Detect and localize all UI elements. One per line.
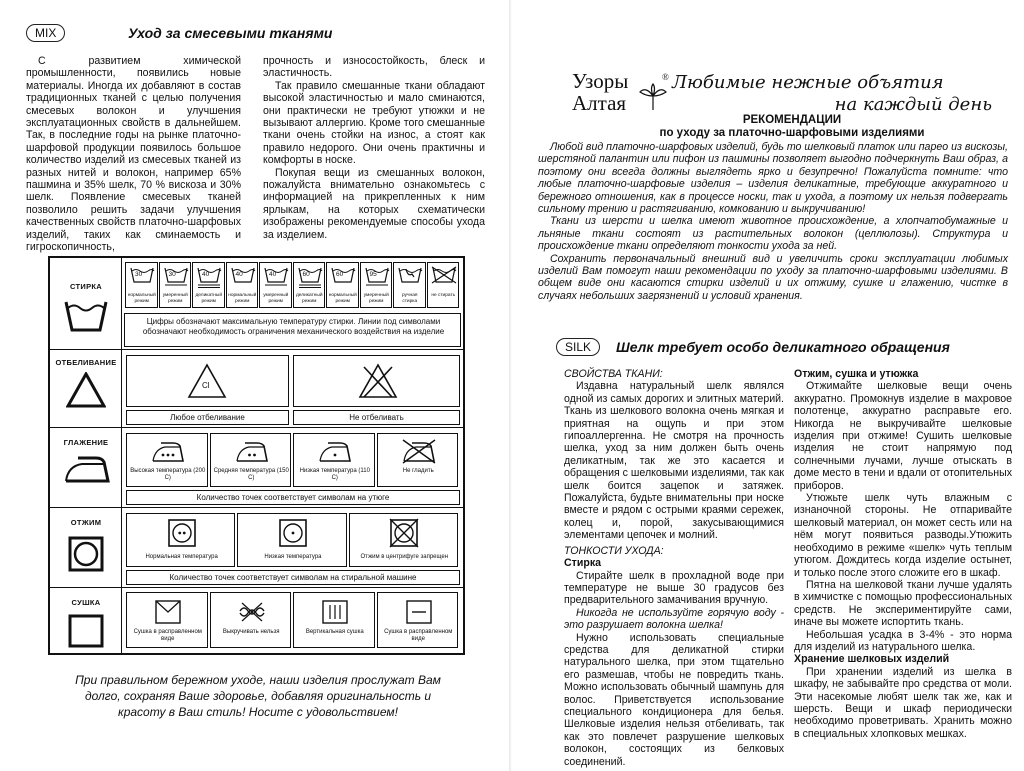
care-symbols-table xyxy=(48,256,465,655)
dry-label: СУШКА xyxy=(71,598,101,607)
iron-symbol-caption: Не гладить xyxy=(402,468,434,474)
silk-column-1 xyxy=(564,368,784,768)
wash-symbol-cell xyxy=(159,262,192,308)
dry-symbol-cell xyxy=(293,592,375,648)
silk-section-title: Шелк требует особо деликатного обращения xyxy=(616,339,950,355)
flat-dry-icon xyxy=(154,599,182,625)
wash-symbol-caption: ручная стирка xyxy=(402,293,418,304)
drip-dry-icon xyxy=(321,599,349,625)
right-page xyxy=(512,0,1024,771)
wash-label-cell xyxy=(50,258,122,349)
no-bleach-icon xyxy=(358,363,398,399)
no-iron-icon xyxy=(402,439,436,465)
slogan-line-1: Любимые нежные объятия xyxy=(672,72,944,93)
wash-temp-icon xyxy=(195,265,223,291)
floral-ornament-icon xyxy=(636,82,670,112)
no-wring-icon xyxy=(238,599,266,625)
spin-symbol-cell xyxy=(126,513,235,567)
iron-label: ГЛАЖЕНИЕ xyxy=(63,438,109,447)
mix-section-title: Уход за смесевыми тканями xyxy=(128,25,333,41)
wash-temp-icon xyxy=(262,265,290,291)
wash-temp-icon xyxy=(162,265,190,291)
no-wash-icon xyxy=(430,265,458,291)
mix-paragraph: прочность и износостойкость, блеск и эластичность. xyxy=(263,55,485,80)
spin-row xyxy=(50,508,463,588)
recommendations-heading: РЕКОМЕНДАЦИИ xyxy=(742,114,842,126)
dry-square-icon xyxy=(68,614,104,648)
mix-paragraph: Покупая вещи из смешанных волокон, пожалуйста внимательно ознакомьтесь с информацией на прикрепленных к ним ярлыкам, на которых схематически изображены рекомендуемые способы ухода за изделием. xyxy=(263,166,485,241)
iron-symbol-cell xyxy=(126,433,208,487)
bleach-row xyxy=(50,350,463,428)
wash-symbol-caption: деликатный режим xyxy=(295,293,323,304)
iron-dots-icon xyxy=(318,439,352,465)
bleach-no-caption-box xyxy=(293,410,460,425)
iron-symbol-caption: Средняя температура (150 С) xyxy=(213,468,289,481)
silk-paragraph: Стирайте шелк в прохладной воде при температуре не выше 30 градусов без предварительного замачивания вручную. xyxy=(564,569,784,607)
wash-symbol-cell xyxy=(226,262,259,308)
wash-label: СТИРКА xyxy=(70,282,102,291)
silk-paragraph: Отжимайте шелковые вещи очень аккуратно. Промокнув изделие в махровое полотенце, аккуратно расправьте его. Никогда не выкручивайте шелковые изделия при отжиме! Сушить шелковые изделия не стоит напрямую под солнечными лучами, лучше отыскать в доме место в тени и вдали от отопительных приборов. xyxy=(794,380,1012,492)
dry-symbol-cell xyxy=(377,592,459,648)
spin-dots-icon xyxy=(278,518,308,548)
silk-care-heading: ТОНКОСТИ УХОДА: xyxy=(564,544,664,557)
wash-temp-value: 30 xyxy=(135,271,143,278)
wash-symbol-cell xyxy=(326,262,359,308)
logo-line-2: Алтая xyxy=(572,91,627,115)
bleach-triangle-icon xyxy=(66,372,106,408)
silk-storage-heading: Хранение шелковых изделий xyxy=(794,653,950,666)
intro-paragraph: Любой вид платочно-шарфовых изделий, будь то шелковый платок или парео из вискозы, шерстяной палантин или пифон из пашмины позволяет выгодно подчеркнуть Ваш образ, а поэтому они всегда должны выглядеть ярко и безупречно! Пожалуйста помните: что любые платочно-шарфовые изделия – изделия деликатные, требующие аккуратного и бережного отношения, как в процессе носки, так и ухода, а поэтому их нельзя подвергать сильному трению и растягиванию, комкованию и выкручиванию! xyxy=(538,141,1008,216)
brand-logo xyxy=(572,69,669,115)
silk-paragraph: При хранении изделий из шелка в шкафу, не забывайте про средства от моли. Эти насекомые любят шелк так же, как и шерсть. Вещи и шкаф периодически необходимо проветривать. Хранить можно в специальных хлопковых мешках. xyxy=(794,665,1012,740)
dry-symbol-cell xyxy=(126,592,208,648)
hand-wash-icon xyxy=(396,265,424,291)
silk-paragraph: Нужно использовать специальные средства для деликатной стирки натурального шелка, при этом тщательно его размешав, чтобы не повредить ткань. Можно использовать обычный шампунь для волос. Приветствуется использование специального кондиционера для белья. Шелковые изделия нельзя отбеливать, так как это повлечет разрушение шелковых волокон, состоящих из белковых соединений. xyxy=(564,631,784,768)
wash-symbol-caption: нормальный режим xyxy=(228,293,257,304)
no-tumble-icon xyxy=(389,518,419,548)
wash-symbol-cell xyxy=(293,262,326,308)
wash-temp-icon xyxy=(229,265,257,291)
spin-dots-icon xyxy=(167,518,197,548)
dry-symbol-caption: Выкручивать нельзя xyxy=(222,629,280,635)
silk-paragraph: Утюжьте шелк чуть влажным с изнаночной стороны. Не отпаривайте шелковый материал, он может сесть или на нём могут появиться разводы.Утюжить необходимо в режиме «шелк» чуть теплым утюгом. Дождитесь когда изделие остынет, и только после этого сложите его в шкаф. xyxy=(794,492,1012,579)
iron-symbol-cell xyxy=(210,433,292,487)
wash-temp-icon xyxy=(296,265,324,291)
silk-spin-heading: Отжим, сушка и утюжка xyxy=(794,368,919,380)
spin-note-box xyxy=(126,570,460,585)
iron-symbol-caption: Высокая температура (200 С) xyxy=(130,468,206,481)
dry-symbol-caption: Сушка в расправленном виде xyxy=(384,629,453,642)
iron-icon xyxy=(64,454,110,484)
intro-paragraph: Сохранить первоначальный внешний вид и увеличить сроки эксплуатации любимых изделий Вам помогут наши рекомендации по уходу за платочно-шарфовыми изделиями. В общем виде они касаются стирки изделий и их отжиму, сушке и глажению, чистке в случаях небольших загрязнений и условий хранения. xyxy=(538,252,1008,302)
wash-note: Цифры обозначают максимальную температуру стирки. Линии под символами обозначают необходимость ограничения механического воздействия на изделие xyxy=(142,317,445,336)
wash-symbol-caption: умеренный режим xyxy=(162,293,188,304)
logo-line-1: Узоры xyxy=(572,69,629,93)
registered-mark: ® xyxy=(662,72,669,82)
mix-paragraph: С развитием химической промышленности, появились новые материалы. Иногда их добавляют в состав традиционных тканей с целью получения смесевых волокон и улучшения эксплуатационных свойств в дальнейшем. Так, в последние годы на рынке платочно-шарфовой продукции появилось большое количество изделий из смесевых тканей из разных нитей и волокон, например 65% пашмина и 35% шелк, 70 % вискоза и 30% шелк. Появление смесевых тканей позволило решить задачи улучшения качественных свойств платочно-шарфовых изделий, таких как сминаемость и гигроскопичность, xyxy=(26,55,241,254)
wash-symbol-cell xyxy=(192,262,225,308)
silk-warning: Никогда не используйте горячую воду - это разрушает волокна шелка! xyxy=(564,606,784,632)
wash-temp-icon xyxy=(128,265,156,291)
spin-note: Количество точек соответствует символам на стиральной машине xyxy=(169,573,417,582)
iron-dots-icon xyxy=(235,439,269,465)
spin-symbol-caption: Нормальная температура xyxy=(145,554,218,560)
iron-note: Количество точек соответствует символам на утюге xyxy=(196,493,390,502)
wash-tub-icon xyxy=(64,298,108,332)
iron-note-box xyxy=(126,490,460,505)
silk-paragraph: Пятна на шелковой ткани лучше удалять в химчистке с помощью профессиональных средств. Не экспериментируйте сами, иначе вы можете испортить ткань. xyxy=(794,578,1012,629)
wash-symbol-cell xyxy=(259,262,292,308)
recommendations-subheading: по уходу за платочно-шарфовыми изделиями xyxy=(659,127,925,139)
wash-symbol-cell xyxy=(427,262,460,308)
wash-note-box xyxy=(124,313,461,347)
bleach-no-cell xyxy=(293,355,460,407)
wash-symbol-cell xyxy=(393,262,426,308)
dry-symbol-caption: Вертикальная сушка xyxy=(305,629,364,635)
wash-symbol-cell xyxy=(125,262,158,308)
silk-wash-heading: Стирка xyxy=(564,557,602,570)
spin-label-cell xyxy=(50,508,122,587)
dry-label-cell xyxy=(50,588,122,653)
intro-text xyxy=(538,141,1008,302)
wash-symbol-caption: умеренный режим xyxy=(363,293,389,304)
spin-symbol-cell xyxy=(237,513,346,567)
spin-symbol-caption: Низкая температура xyxy=(264,554,322,560)
spin-symbol-caption: Отжим в центрифуге запрещен xyxy=(360,554,449,560)
wash-temp-value: 60 xyxy=(302,271,310,278)
bleach-any-caption: Любое отбеливание xyxy=(170,413,245,422)
bleach-label: ОТБЕЛИВАНИЕ xyxy=(55,358,117,367)
dry-flat-line-icon xyxy=(405,599,433,625)
slogan-line-2: на каждый день xyxy=(834,94,992,115)
dry-symbol-cell xyxy=(210,592,292,648)
wash-temp-value: 30 xyxy=(168,271,176,278)
spin-symbol-cell xyxy=(349,513,458,567)
bleach-cl-label: Cl xyxy=(202,381,210,390)
silk-props-heading: СВОЙСТВА ТКАНИ: xyxy=(564,368,663,380)
mix-tag: MIX xyxy=(26,24,65,42)
spin-label: ОТЖИМ xyxy=(70,518,102,527)
bleach-any-caption-box xyxy=(126,410,289,425)
wash-symbol-caption: не стирать xyxy=(431,293,456,298)
wash-temp-icon xyxy=(329,265,357,291)
iron-symbol-cell xyxy=(377,433,459,487)
wash-temp-value: 95 xyxy=(369,271,377,278)
mix-column-2 xyxy=(263,55,485,241)
wash-symbol-caption: деликатный режим xyxy=(195,293,223,304)
silk-paragraph: Небольшая усадка в 3-4% - это норма для изделий из натурального шелка. xyxy=(794,628,1012,653)
closing-message: При правильном бережном уходе, наши изделия прослужат Вам долго, сохраняя Ваше здоровье, добавляя оригинальность и красоту в Ваш стиль! Носите с удовольствием! xyxy=(75,673,441,719)
intro-paragraph: Ткани из шерсти и шелка имеют животное происхождение, а хлопчатобумажные и льняные ткани состоят из растительных волокон (целлюлозы). Структура и происхождение ткани определяют тонкости ухода за ней. xyxy=(538,215,1008,253)
silk-tag: SILK xyxy=(556,338,600,356)
wash-temp-value: 40 xyxy=(202,271,210,278)
wash-temp-value: 40 xyxy=(269,271,277,278)
bleach-no-caption: Не отбеливать xyxy=(349,413,404,422)
mix-column-1 xyxy=(26,55,241,254)
brand-slogan xyxy=(672,72,1002,116)
wash-temp-value: 40 xyxy=(235,271,243,278)
mix-paragraph: Так правило смешанные ткани обладают высокой эластичностью и мало сминаются, они практически не требуют утюжки и не вызывают аллергию. Кроме того смешанные ткани очень стойки на износ, а стоят как правило недорого. Они очень практичны и комфорты в носке. xyxy=(263,79,485,167)
spin-machine-icon xyxy=(68,536,104,572)
wash-temp-icon xyxy=(363,265,391,291)
silk-paragraph: Издавна натуральный шелк являлся одной из самых дорогих и элитных материй. Ткань из шелкового волокна очень мягкая и приятная на ощупь и при этом гипоаллергенна. Не смотря на прочность шелка, уход за ним должен быть очень деликатным, так же это касается и обращения с шелковыми изделиями, так как шелк боится зацепок и затяжек. Пожалуйста, будьте внимательны при носке вместе и рядом с острыми краями сережек, колец и, порой, закусывающимися элементами цепочек и молний. xyxy=(564,380,784,542)
wash-temp-value: 60 xyxy=(336,271,344,278)
bleach-label-cell xyxy=(50,350,122,427)
wash-symbol-caption: умеренный режим xyxy=(263,293,289,304)
dry-symbol-caption: Сушка в расправленном виде xyxy=(133,629,202,642)
wash-symbol-cell xyxy=(360,262,393,308)
iron-symbol-cell xyxy=(293,433,375,487)
wash-row xyxy=(50,258,463,350)
recommendations-title xyxy=(632,114,952,140)
iron-dots-icon xyxy=(151,439,185,465)
wash-symbol-caption: нормальный режим xyxy=(328,293,357,304)
dry-row xyxy=(50,588,463,653)
iron-symbol-caption: Низкая температура (110 С) xyxy=(299,468,370,481)
wash-symbol-caption: нормальный режим xyxy=(127,293,156,304)
iron-label-cell xyxy=(50,428,122,507)
iron-row xyxy=(50,428,463,508)
bleach-any-cell xyxy=(126,355,289,407)
silk-column-2 xyxy=(794,368,1012,740)
